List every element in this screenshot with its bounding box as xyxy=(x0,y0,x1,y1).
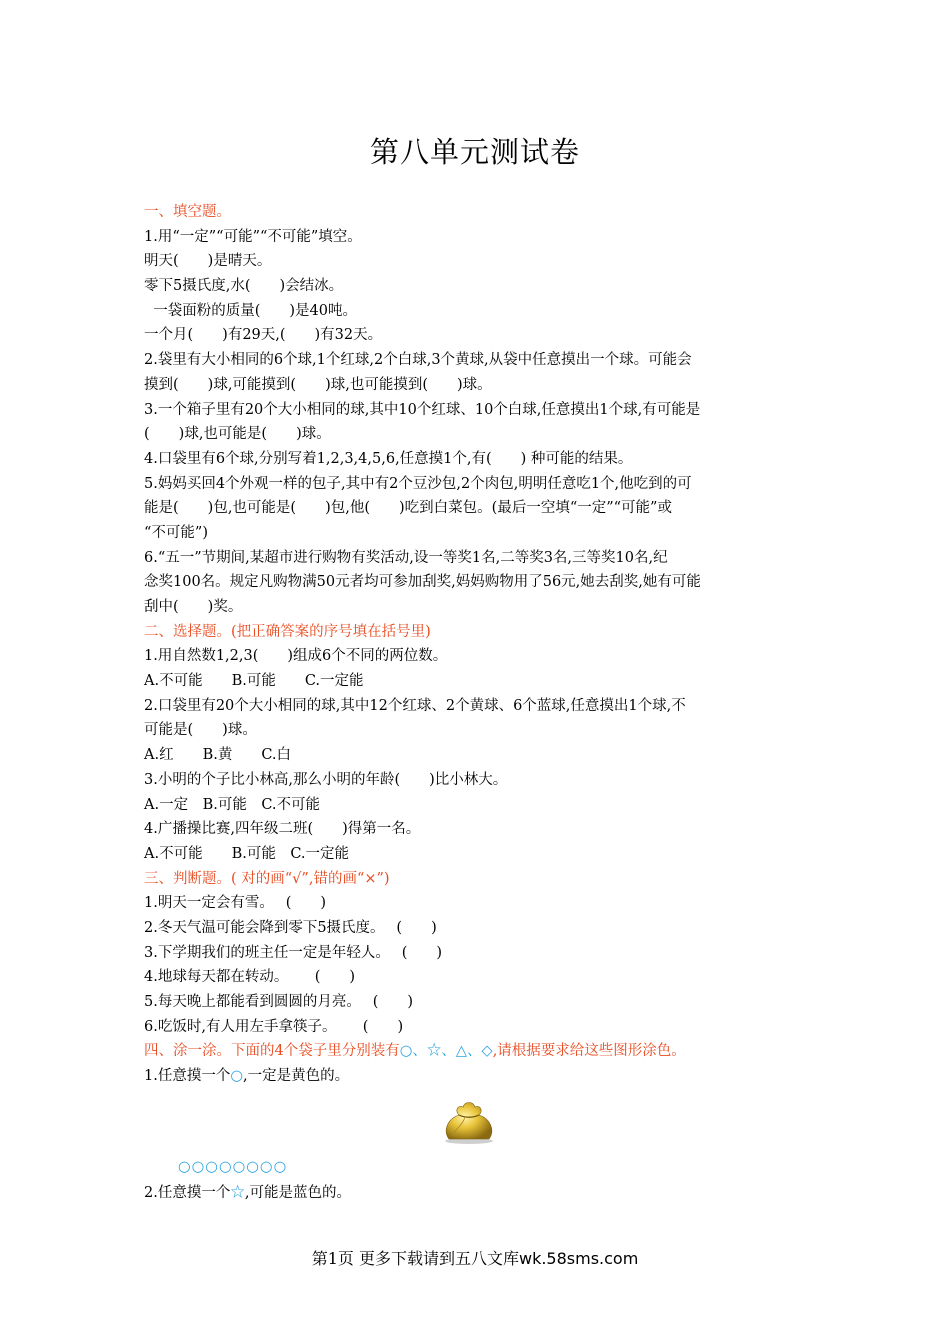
star-icon: ☆ xyxy=(230,1184,245,1201)
fill-line: 一个月( )有29天,( )有32天。 xyxy=(144,327,383,344)
fill-line: 零下5摄氏度,水( )会结冰。 xyxy=(144,278,344,295)
color-question-1: 1.任意摸一个○,一定是黄色的。 xyxy=(144,1068,350,1085)
choice-line: A.一定 B.可能 C.不可能 xyxy=(144,796,321,813)
section-heading-choice: 二、选择题。(把正确答案的序号填在括号里) xyxy=(144,623,431,640)
choice-line: A.不可能 B.可能 C.一定能 xyxy=(144,845,350,862)
judge-line: 2.冬天气温可能会降到零下5摄氏度。 ( ) xyxy=(144,919,437,936)
choice-line: 2.口袋里有20个大小相同的球,其中12个红球、2个黄球、6个蓝球,任意摸出1个球,不 xyxy=(144,697,686,714)
fill-line: 明天( )是晴天。 xyxy=(144,253,272,270)
section-heading-judge: 三、判断题。( 对的画“√”,错的画“×”) xyxy=(144,870,390,887)
choice-line: 3.小明的个子比小林高,那么小明的年龄( )比小林大。 xyxy=(144,771,508,788)
fill-line: 6.“五一”节期间,某超市进行购物有奖活动,设一等奖1名,二等奖3名,三等奖10名,纪 xyxy=(144,549,668,566)
choice-line: A.不可能 B.可能 C.一定能 xyxy=(144,673,364,690)
fill-line: 能是( )包,也可能是( )包,他( )吃到白菜包。(最后一空填“一定”“可能”或 xyxy=(144,500,672,517)
judge-line: 3.下学期我们的班主任一定是年轻人。 ( ) xyxy=(144,944,443,961)
choice-questions xyxy=(144,644,814,866)
document-body xyxy=(144,200,814,1205)
fill-line: ( )球,也可能是( )球。 xyxy=(144,426,331,443)
fill-line: 3.一个箱子里有20个大小相同的球,其中10个红球、10个白球,任意摸出1个球,有可能是 xyxy=(144,401,701,418)
section-heading-fill: 一、填空题。 xyxy=(144,204,231,220)
circle-icon: ○ xyxy=(230,1068,243,1085)
fill-line: 5.妈妈买回4个外观一样的包子,其中有2个豆沙包,2个肉包,明明任意吃1个,他吃到的可 xyxy=(144,475,692,492)
judge-line: 5.每天晚上都能看到圆圆的月亮。 ( ) xyxy=(144,994,414,1010)
judge-questions xyxy=(144,891,814,1039)
fill-line: 一袋面粉的质量( )是40吨。 xyxy=(144,302,357,319)
fill-line: 2.袋里有大小相同的6个球,1个红球,2个白球,3个黄球,从袋中任意摸出一个球。可能会 xyxy=(144,352,692,369)
fill-line: 4.口袋里有6个球,分别写着1,2,3,4,5,6,任意摸1个,有( ) 种可能的结果。 xyxy=(144,450,633,467)
fill-questions xyxy=(144,225,814,620)
shapes-list: ○、☆、△、◇ xyxy=(399,1043,493,1060)
fill-line: 刮中( )奖。 xyxy=(144,599,243,615)
choice-line: 可能是( )球。 xyxy=(144,722,257,739)
footer-link[interactable]: wk.58sms.com xyxy=(518,1249,639,1268)
fill-line: “不可能”) xyxy=(144,524,208,541)
judge-line: 6.吃饭时,有人用左手拿筷子。 ( ) xyxy=(144,1018,404,1035)
choice-line: 1.用自然数1,2,3( )组成6个不同的两位数。 xyxy=(144,648,448,665)
choice-line: 4.广播操比赛,四年级二班( )得第一名。 xyxy=(144,821,421,838)
fill-line: 摸到( )球,可能摸到( )球,也可能摸到( )球。 xyxy=(144,376,492,393)
bag-row xyxy=(144,1089,814,1153)
circle-row: ○○○○○○○○ xyxy=(178,1158,288,1175)
fill-line: 念奖100名。规定凡购物满50元者均可参加刮奖,妈妈购物用了56元,她去刮奖,她有可能 xyxy=(144,574,701,591)
judge-line: 4.地球每天都在转动。 ( ) xyxy=(144,969,356,986)
section-heading-color: 四、涂一涂。下面的4个袋子里分别装有○、☆、△、◇,请根据要求给这些图形涂色。 xyxy=(144,1043,686,1060)
color-question-2: 2.任意摸一个☆,可能是蓝色的。 xyxy=(144,1184,351,1201)
choice-line: A.红 B.黄 C.白 xyxy=(144,747,292,764)
page-title: 第八单元测试卷 xyxy=(369,135,580,169)
judge-line: 1.明天一定会有雪。 ( ) xyxy=(144,895,327,912)
gold-bag-icon xyxy=(441,1095,497,1145)
page-footer: 第1页 更多下载请到五八文库wk.58sms.com xyxy=(311,1249,639,1268)
fill-line: 1.用“一定”“可能”“不可能”填空。 xyxy=(144,228,362,245)
